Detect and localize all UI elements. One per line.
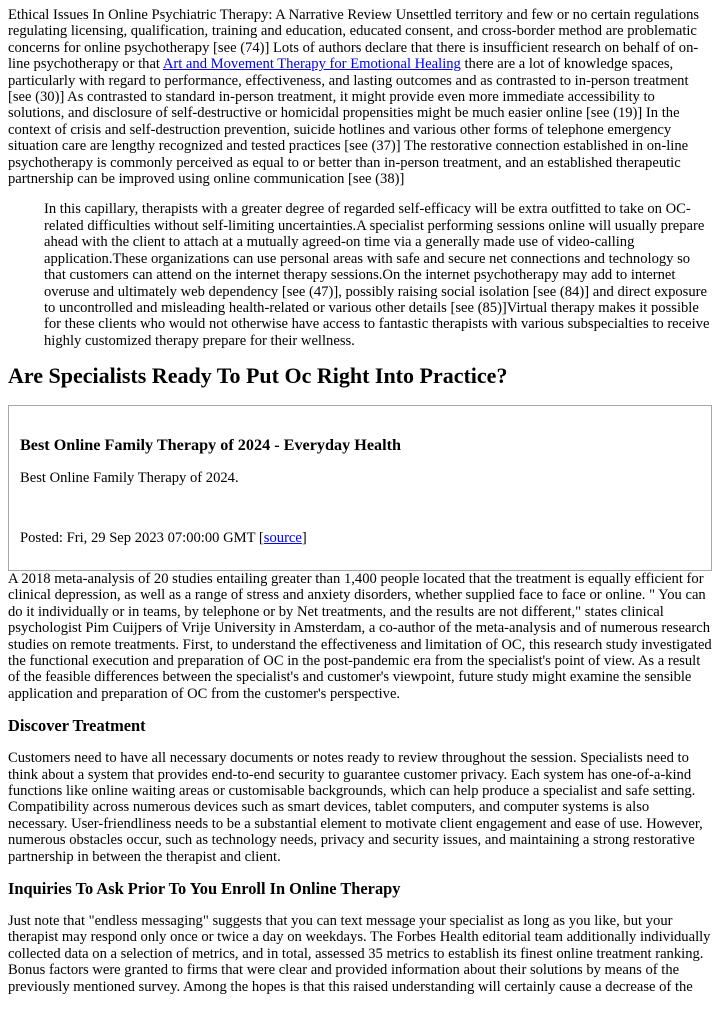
art-movement-therapy-link[interactable]: Art and Movement Therapy for Emotional Healing [162,56,461,73]
discover-paragraph: Customers need to have all necessary documents or notes ready to review throughout the session. Specialists need to think about a system that provides end-to-end security to guarantee customer privacy. Each system has one-of-a-kind functions like online waiting areas or customisable backgrounds, which can help produce a specialist and safe setting. Compatibility across numerous devices such as smart devices, tablet computers, and computer systems is also necessary. User-friendliness needs to be a substantial element to motivate client engagement and ease of use. However, numerous obstacles occur, such as technology needs, privacy and security issues, and maintaining a strong restorative partnership in between the therapist and client. [8,750,703,865]
intro-text-before-link: Ethical Issues In Online Psychiatric Therapy: A Narrative Review Unsettled territory and few or no certain regulations regulating licensing, qualification, training and education, educated consent, and cross-border method are problematic concerns for online psychotherapy [see (74)] Lots of authors declare that there is insufficient research on behalf of on-line psychotherapy or that [8,7,700,73]
blockquote: In this capillary, therapists with a greater degree of regarded self-efficacy will be extra outfitted to take on OC-related difficulties without self-limiting uncertainties.A specialist performing sessions online will usually prepare ahead with the client to attach at a mutually agreed-on time via a generally made use of video-calling application.These organizations can use personal areas with safe and secure net connections and technology so that customers can attend on the internet therapy sessions.On the internet psychotherapy may add to internet overuse and ultimately web dependency [see (47)], possibly raising social isolation [see (84)] and direct exposure to uncontrolled and misleading health-related or various other details [see (85)]Virtual therapy makes it possible for these clients who would not otherwise have access to fantastic therapists with various subspecialties to receive highly customized therapy prepare for their wellness. [44,201,710,349]
posted-bracket: ] [301,529,307,546]
posted-date: Posted: Fri, 29 Sep 2023 07:00:00 GMT [ [20,529,264,546]
intro-text-after-link: there are a lot of knowledge spaces, particularly with regard to performance, effectiveness, and lasting outcomes and as contrasted to in-person treatment [see (30)] As contrasted to standard in-person treatment, it might provide even more immediate accessibility to solutions, and disclosure of self-destructive or homicidal propensities might be much easier online [see (19)] In the context of crisis and self-destruction prevention, suicide hotlines and various other forms of telephone emergency situation care are lengthy recognized and tested practices [see (37)] The restorative connection established in on-line psychotherapy is commonly perceived as equal to or better than in-person treatment, and an established therapeutic partnership can be improved using online communication [see (38)] [8,56,689,188]
news-card-posted [20,530,700,546]
heading-inquiries: Inquiries To Ask Prior To You Enroll In Online Therapy [8,879,401,899]
meta-analysis-paragraph: A 2018 meta-analysis of 20 studies entailing greater than 1,400 people located that the treatment is equally efficient for clinical depression, as well as a range of stress and anxiety disorders, whether supplied face to face or online. " You can do it individually or in teams, by telephone or by Net treatments, and the results are not different," states clinical psychologist Pim Cuijpers of Vrije University in Amsterdam, a co-author of the meta-analysis and of numerous research studies on remote treatments. First, to understand the effectiveness and limitation of OC, this research study investigated the functional execution and preparation of OC in the post-pandemic era from the specialist's point of view. As a result of the feasible differences between the specialist's and customer's viewpoint, future study might examine the sensible application and preparation of OC from the customer's perspective. [8,570,712,702]
source-link[interactable]: source [263,529,302,546]
news-card-description: Best Online Family Therapy of 2024. [20,470,239,487]
news-card [8,405,712,571]
heading-specialists-ready: Are Specialists Ready To Put Oc Right Into Practice? [8,363,508,389]
inquiries-paragraph: Just note that "endless messaging" suggests that you can text message your specialist as long as you like, but your therapist may respond only once or twice a day on weekdays. The Forbes Health editorial team additionally individually collected data on a selection of metrics, and in total, assessed 35 metrics to establish its finest online treatment ranking. Bonus factors were granted to firms that were clear and provided information about their solutions by means of the previously mentioned survey. Among the hopes is that this raised understanding will certainly cause a decrease of the [8,913,711,995]
intro-paragraph [8,7,712,187]
heading-discover-treatment: Discover Treatment [8,716,146,736]
news-card-title: Best Online Family Therapy of 2024 - Everyday Health [20,436,401,455]
